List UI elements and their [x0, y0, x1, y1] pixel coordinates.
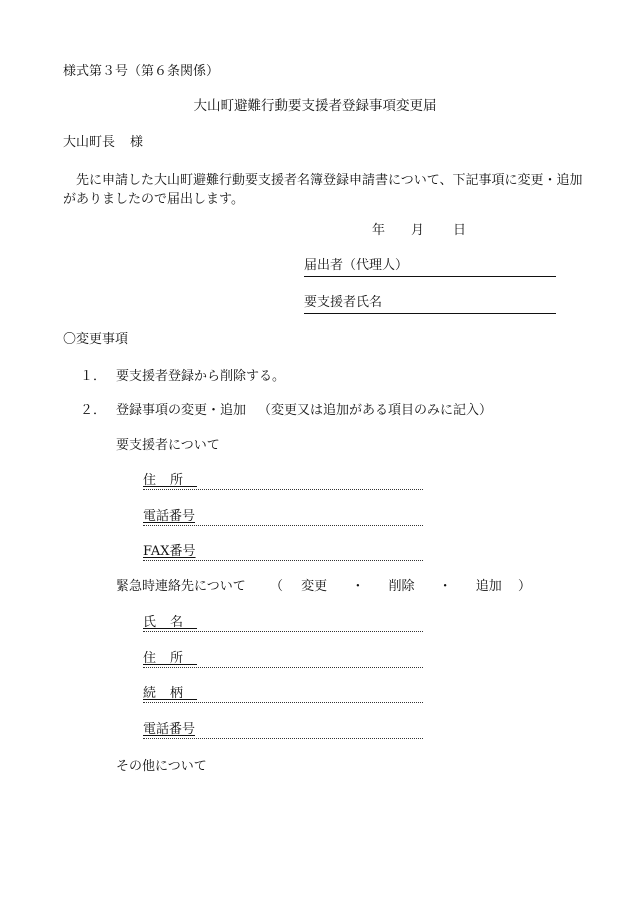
supported-person-name-line[interactable] — [304, 295, 556, 314]
section-heading-changes: 〇変更事項 — [63, 332, 129, 347]
supported-fax-label: FAX番号 — [143, 544, 196, 559]
form-number: 様式第３号（第６条関係） — [63, 64, 220, 79]
emergency-relationship-field[interactable] — [143, 686, 423, 703]
notifier-label: 届出者（代理人） — [304, 258, 409, 273]
supported-address-label: 住所 — [143, 473, 198, 488]
date-year-field[interactable]: 年 — [372, 223, 386, 238]
date-month-field[interactable]: 月 — [411, 223, 425, 238]
item-2-text[interactable]: 登録事項の変更・追加 — [116, 403, 247, 418]
addressee — [63, 135, 143, 151]
document-title: 大山町避難行動要支援者登録事項変更届 — [193, 98, 437, 114]
notifier-signature-line[interactable] — [304, 258, 556, 277]
option-separator-2: ・ — [438, 579, 452, 594]
other-section-heading: その他について — [116, 759, 207, 774]
body-text: 先に申請した大山町避難行動要支援者名簿登録申請書について、下記事項に変更・追加がありましたので届出します。 — [63, 173, 583, 207]
emergency-relationship-label: 続柄 — [143, 686, 198, 701]
supported-fax-field[interactable] — [143, 544, 423, 561]
item-2-number: ２． — [80, 403, 107, 418]
option-change[interactable]: 変更 — [301, 579, 328, 594]
option-separator-1: ・ — [351, 579, 365, 594]
item-1-number: １． — [80, 369, 107, 384]
emergency-phone-field[interactable] — [143, 722, 423, 739]
emergency-contact-options — [270, 579, 531, 595]
supported-phone-field[interactable] — [143, 509, 423, 526]
option-delete[interactable]: 削除 — [388, 579, 415, 594]
supported-phone-label: 電話番号 — [143, 509, 196, 524]
emergency-name-label: 氏名 — [143, 615, 198, 630]
emergency-contact-heading: 緊急時連絡先について — [116, 579, 246, 594]
emergency-address-label: 住所 — [143, 651, 198, 666]
options-close-paren: ） — [517, 579, 531, 594]
supported-person-name-label: 要支援者氏名 — [304, 295, 383, 310]
item-2-note: （変更又は追加がある項目のみに記入） — [258, 403, 493, 418]
supported-person-heading: 要支援者について — [116, 438, 220, 453]
emergency-address-field[interactable] — [143, 651, 423, 668]
addressee-honorific: 様 — [130, 135, 144, 150]
item-1-text[interactable]: 要支援者登録から削除する。 — [116, 369, 286, 384]
options-open-paren: （ — [270, 579, 284, 594]
supported-address-field[interactable] — [143, 473, 423, 490]
date-day-field[interactable]: 日 — [453, 223, 467, 238]
option-add[interactable]: 追加 — [475, 579, 502, 594]
emergency-phone-label: 電話番号 — [143, 722, 196, 737]
addressee-name: 大山町長 — [63, 135, 116, 150]
emergency-name-field[interactable] — [143, 615, 423, 632]
